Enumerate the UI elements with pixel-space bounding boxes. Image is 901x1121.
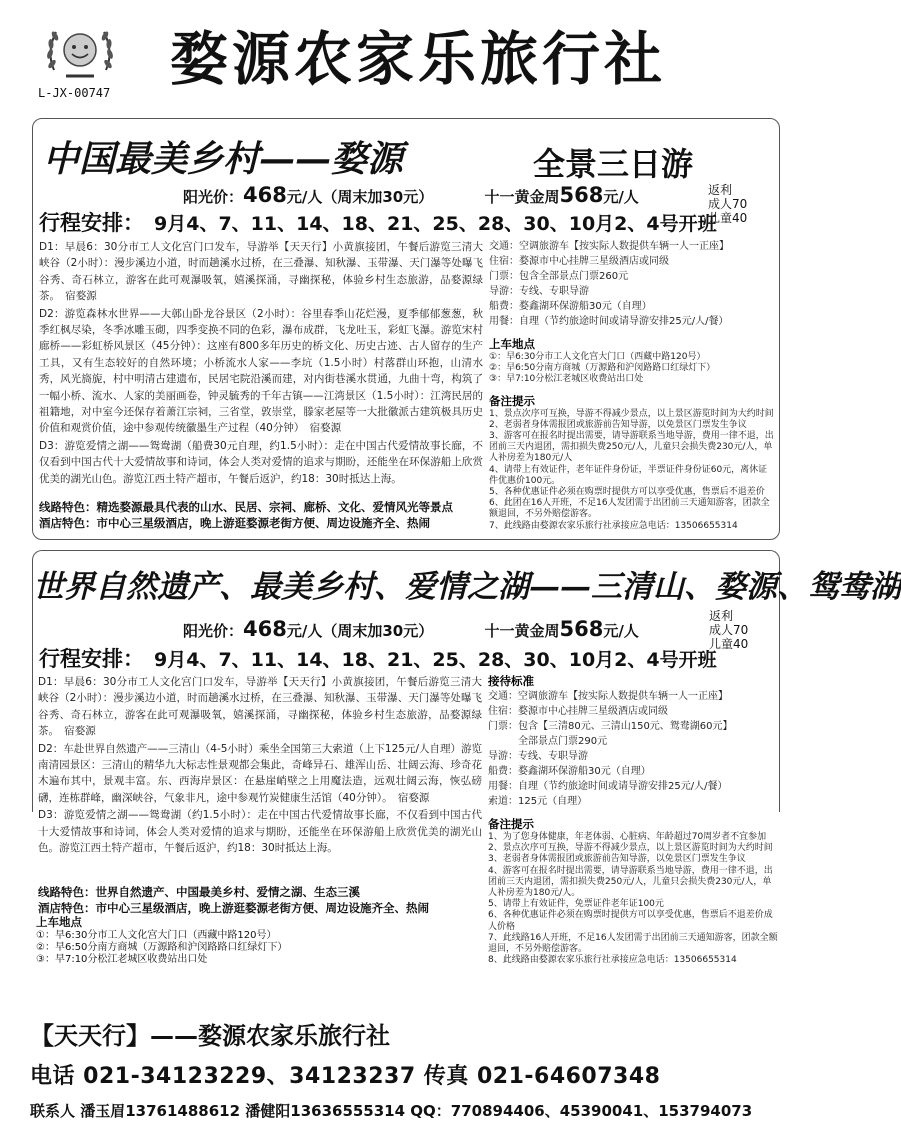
footer	[30, 1016, 790, 1121]
tour2-pickup: 上车地点 ①：早6:30分市工人文化宫大门口（西藏中路120号） ②：早6:50分南方商城（万源路和沪闵路路口红绿灯下） ③：早7:10分松江老城区收费站出口处	[36, 915, 288, 965]
agency-logo	[40, 20, 120, 86]
tour1-day2: D2：游览森林水世界——大鄣山卧龙谷景区（2小时）：谷里春季山花烂漫，夏季郁郁葱葱，秋季红枫尽染，冬季冰雕玉砌，四季变换不同的色彩，瀑布成群，飞龙吐玉，彩虹飞瀑。游览宋村廊桥——彩虹桥风景区（45分钟）：这座有800多年历史的桥文化、历史古迹、古人留存的生产工具，又有生态较好的自然环境；小桥流水人家——李坑（1.5小时）村落群山环抱，山清水秀，风光旖旎，村中明清古建遗布，民居宅院沿溪而建，对内街巷溪水贯通，九曲十弯，构筑了一幅小桥、流水、人家的美丽画卷，钟灵毓秀的千年古镇——江湾景区（1.5小时）：江湾民居的祖籍地，对中室今还保存着萧江宗祠，三省堂，敦崇堂，滕家老屋等一大批徽派古建筑极具历史价值和观赏价值，途中参观传统徽墨生产过程（40分钟） 宿婺源	[39, 307, 483, 435]
tour2-day1: D1：早晨6：30分市工人文化宫门口发车，导游举【天天行】小黄旗接团，午餐后游览三清大峡谷（2小时）：漫步溪边小道，时而趟溪水过桥，在三叠瀑、知秋瀑、玉带瀑、天门瀑等处曝飞谷秀、奇石林立，游客在此可观瀑吸氧，嬉溪探涌，寻幽探秘，体验乡村生态旅游，品婺源绿茶。 宿婺源	[38, 676, 482, 738]
agency-name: 婺源农家乐旅行社	[170, 25, 667, 93]
tour1-schedule: 行程安排： 9月4、7、11、14、18、21、25、28、30、10月2、4号开班	[39, 211, 717, 235]
tour2-title: 世界自然遗产、最美乡村、爱情之湖——三清山、婺源、鸳鸯湖	[33, 569, 901, 605]
tour1-day1: D1：早晨6：30分市工人文化宫门口发车，导游举【天天行】小黄旗接团，午餐后游览三清大峡谷（2小时）：漫步溪边小道，时而趟溪水过桥，在三叠瀑、知秋瀑、玉带瀑、天门瀑等处曝飞谷秀、奇石林立，游客在此可观瀑吸氧，嬉溪探涌，寻幽探秘，体验乡村生态旅游，品婺源绿茶。 宿婺源	[39, 241, 483, 303]
tour1-notes-title: 备注提示	[489, 393, 535, 408]
tour2-rebate: 返利 成人70 儿童40	[709, 609, 749, 651]
header	[0, 0, 800, 110]
tour2-schedule: 行程安排： 9月4、7、11、14、18、21、25、28、30、10月2、4号开班	[39, 647, 717, 671]
tour2-day3: D3：游览爱情之湖——鸳鸯湖（约1.5小时）：走在中国古代爱情故事长廊，不仅看到中国古代十大爱情故事和诗词，体会人类对爱情的追求与期盼，还能坐在环保游船上欣赏优美的湖光山色。游览江西土特产超市，午餐后返沪，约18：30时抵达上海。	[38, 809, 482, 855]
tour1-subtitle: 全景三日游	[533, 145, 694, 183]
tour1-panel	[32, 118, 780, 540]
footer-brand: 【天天行】——婺源农家乐旅行社	[30, 1022, 390, 1050]
tour1-itinerary	[39, 239, 483, 488]
tour1-price: 阳光价：468元/人（周末加30元） 十一黄金周568元/人	[183, 183, 639, 207]
footer-contact: 联系人 潘玉眉13761488612 潘健阳13636555314 QQ：770894406、45390041、153794073	[30, 1102, 753, 1120]
tour2-price: 阳光价：468元/人（周末加30元） 十一黄金周568元/人	[183, 617, 639, 641]
tour2-notes-title: 备注提示	[488, 817, 534, 831]
tour2-info: 接待标准 交通：空调旅游车【按实际人数提供车辆一人一正座】 住宿：婺源市中心挂牌三星级酒店或同级 门票：包含【三清80元、三清山150元、鸳鸯湖60元】 全部景点门票290元 导游：专线、专职导游 船费：婺鑫湖环保游船30元（自理） 用餐：自理（节约旅途时间或请导游安排25元/人/餐） 索道：125元（自理） 备注提示 1、为了您身体健康，年老体弱、心脏病、年龄超过70周岁者不宜参加 2、景点次序可互换，导游不得减少景点，以上景区游览时间为大约时间 3、老弱者身体需报团或旅游前告知导游，以免景区门票发生争议 4、游客可在报名时提出需要，请导游联系当地导游，费用一律不退，出团前三天内退团，需扣损失费250元/人，儿童只会损失费230元/人，单人补房差为180元/人。 5、请带上有效证件，免票证件老年证100元 6、各种优惠证件必须在购票时提供方可以享受优惠，售票后不退差价成人价格 7、此线路16人开班，不足16人发团需于出团前三天通知游客，团款全额退回，不另外赔偿游客。 8、此线路由婺源农家乐旅行社承接应急电话：13506655314	[488, 674, 780, 966]
tour1-day3: D3：游览爱情之湖——鸳鸯湖（船费30元自理，约1.5小时）：走在中国古代爱情故事长廊，不仅看到中国古代十大爱情故事和诗词，体会人类对爱情的追求与期盼，还能坐在环保游船上欣赏优美的湖光山色。游览江西土特产超市，午餐后返沪，约18：30时抵达上海。	[39, 439, 483, 485]
tour2-std-title: 接待标准	[488, 674, 534, 688]
tour2-day2: D2：车赴世界自然遗产——三清山（4-5小时）乘坐全国第三大索道（上下125元/人自理）游览南清园景区：三清山的精华九大标志性景观都会集此，奇峰异石、雄浑山岳、壮阔云海、珍奇花木遍布其中，景观丰富。东、西海岸景区：在悬崖峭壁之上用魔法造，远观壮阔云海，恢弘磅礴，连栋群峰，幽深峡谷，气象非凡，途中参观竹炭健康生活馆（40分钟）。 宿婺源	[38, 742, 482, 804]
license-number: L-JX-00747	[38, 86, 111, 100]
tour2-features: 线路特色：世界自然遗产、中国最美乡村、爱情之湖、生态三溪 酒店特色：市中心三星级酒店，晚上游逛婺源老街方便、周边设施齐全、热闹	[38, 885, 429, 915]
footer-phone: 电话 021-34123229、34123237 传真 021-64607348	[30, 1064, 661, 1089]
tour1-info: 交通：空调旅游车【按实际人数提供车辆一人一正座】 住宿：婺源市中心挂牌三星级酒店或同级 门票：包含全部景点门票260元 导游：专线、专职导游 船费：婺鑫湖环保游船30元（自理） 用餐：自理（节约旅途时间或请导游安排25元/人/餐） 上车地点 ①：早6:30分市工人文化宫大门口（西藏中路120号） ②：早6:50分南方商城（万源路和沪闵路路口红绿灯下） ③：早7:10分松江老城区收费站出口处 备注提示 1、景点次序可互换，导游不得减少景点，以上景区游览时间为大约时间 2、老弱者身体需报团或旅游前告知导游，以免景区门票发生争议 3、游客可在报名时提出需要，请导游联系当地导游，费用一律不退，出团前三天内退团，需扣损失费250元/人，儿童只会损失费230元/人，单人补房差为180元/人 4、请带上有效证件，老年证件身份证，半票证件身份证60元，离休证件优惠价100元。 5、各种优惠证件必须在购票时提供方可以享受优惠，售票后不退差价 6、此团在16人开班，不足16人发团需于出团前三天通知游客，团款全额退回，不另外赔偿游客。 7、此线路由婺源农家乐旅行社承接应急电话：13506655314	[489, 241, 774, 531]
tour1-rebate: 返利 成人70 儿童40	[708, 183, 748, 225]
tour1-pickup-title: 上车地点	[489, 337, 535, 351]
tour1-features: 线路特色：精选婺源最具代表的山水、民居、宗祠、廊桥、文化、爱情风光等景点 酒店特色：市中心三星级酒店，晚上游逛婺源老街方便、周边设施齐全、热闹	[39, 500, 453, 530]
tour1-title: 中国最美乡村——婺源	[43, 138, 404, 180]
tour2-itinerary	[38, 674, 482, 857]
